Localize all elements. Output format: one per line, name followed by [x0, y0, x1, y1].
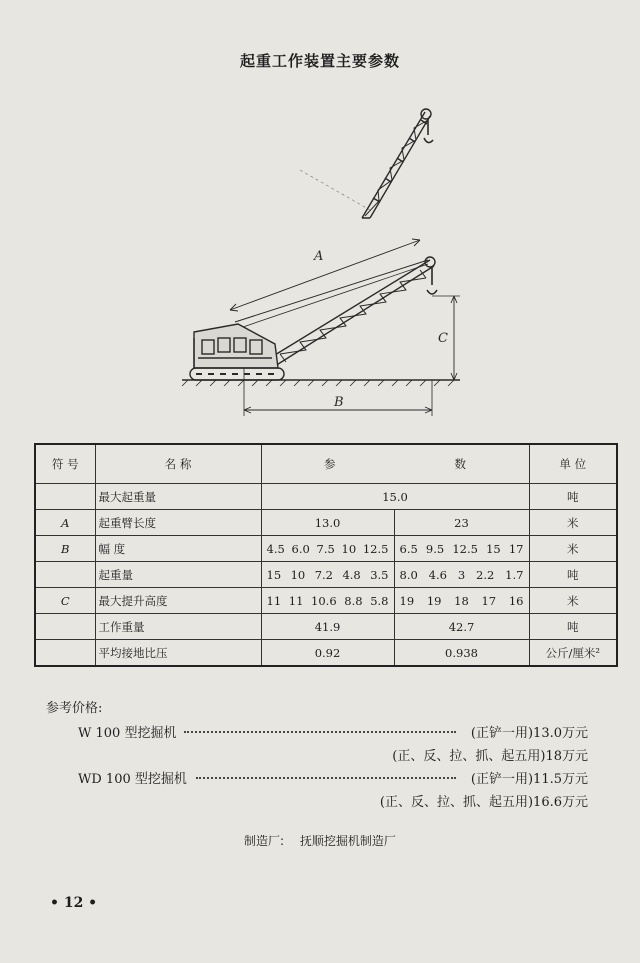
header-symbol: 符 号: [35, 444, 95, 484]
price-item: WD 100 型挖掘机 (正铲一用)11.5万元: [78, 772, 588, 787]
price-item: W 100 型挖掘机 (正铲一用)13.0万元: [78, 726, 588, 741]
price-item: (正、反、拉、抓、起五用)18万元: [392, 749, 588, 764]
price-item: (正、反、拉、抓、起五用)16.6万元: [379, 795, 588, 810]
header-unit: 单 位: [529, 444, 617, 484]
manufacturer-label: 制造厂:: [244, 834, 285, 848]
table-row: 工作重量 41.9 42.7 吨: [35, 614, 617, 640]
prices-heading: 参考价格:: [46, 701, 103, 716]
manufacturer-line: [0, 832, 640, 849]
page-title: 起重工作装置主要参数: [239, 52, 400, 70]
parameters-table: [34, 443, 618, 667]
crane-diagram: [180, 100, 470, 430]
header-name: 名 称: [95, 444, 261, 484]
table-row: C 最大提升高度 11 11 10.6 8.8 5.8 19 19 18 17 16 米: [35, 588, 617, 614]
page-number: • 12 •: [50, 895, 98, 911]
reference-prices: [46, 697, 606, 814]
label-c: C: [438, 331, 448, 346]
table-row: A 起重臂长度 13.0 23 米: [35, 510, 617, 536]
table-row: 平均接地比压 0.92 0.938 公斤/厘米²: [35, 640, 617, 667]
table-header-row: [35, 444, 617, 484]
table-row: B 幅 度 4.5 6.0 7.5 10 12.5 6.5 9.5 12.5 15 17 米: [35, 536, 617, 562]
label-b: B: [334, 395, 344, 410]
label-a: A: [314, 249, 324, 264]
table-row: 最大起重量 15.0 吨: [35, 484, 617, 510]
table-row: 起重量 15 10 7.2 4.8 3.5 8.0 4.6 3 2.2 1.7 吨: [35, 562, 617, 588]
header-values: 参 数: [261, 444, 529, 484]
manufacturer-name: 抚顺挖掘机制造厂: [299, 834, 396, 848]
